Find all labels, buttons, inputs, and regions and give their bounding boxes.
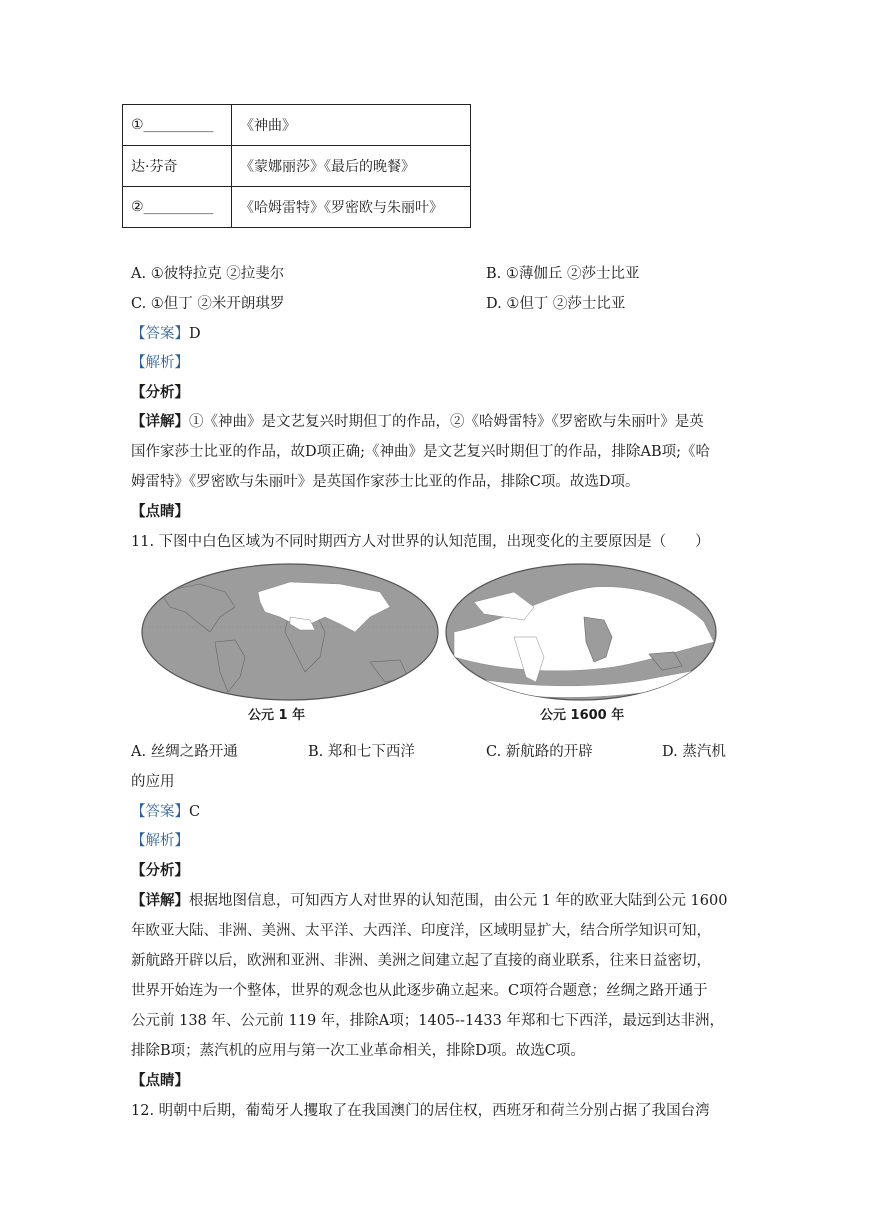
q11-detail-line-6: 排除B项；蒸汽机的应用与第一次工业革命相关，排除D项。故选C项。 (131, 1043, 585, 1059)
table-cell: 《神曲》 (232, 105, 471, 146)
answer-tag: 【答案】 (131, 804, 189, 820)
q11-option-d: D. 蒸汽机 (662, 744, 726, 760)
q11-option-c: C. 新航路的开辟 (486, 744, 593, 760)
q10-detail-line-3: 姆雷特》《罗密欧与朱丽叶》是英国作家莎士比亚的作品，排除C项。故选D项。 (131, 474, 640, 490)
q11-detail-line-2: 年欧亚大陆、非洲、美洲、太平洋、大西洋、印度洋，区域明显扩大，结合所学知识可知， (131, 923, 711, 939)
q11-answer (131, 800, 200, 821)
q11-detail-line-4: 世界开始连为一个整体，世界的观念也从此逐步确立起来。C项符合题意；丝绸之路开通于 (131, 983, 708, 999)
table-row (123, 146, 471, 187)
q11-option-a: A. 丝绸之路开通 (131, 744, 238, 760)
table-row (123, 187, 471, 228)
table-cell: 《哈姆雷特》《罗密欧与朱丽叶》 (232, 187, 471, 228)
table-cell: ②__________ (123, 187, 232, 228)
detail-text: 根据地图信息，可知西方人对世界的认知范围，由公元 1 年的欧亚大陆到公元 1600 (189, 893, 728, 909)
author-works-table (122, 104, 471, 228)
answer-value: D (189, 326, 201, 342)
table-cell: ①__________ (123, 105, 232, 146)
table-cell: 达·芬奇 (123, 146, 232, 187)
q10-option-c: C. ①但丁 ②米开朗琪罗 (131, 296, 285, 312)
q11-detail-line-3: 新航路开辟以后，欧洲和亚洲、非洲、美洲之间建立起了直接的商业联系，往来日益密切， (131, 953, 711, 969)
q11-detail-line-1 (131, 889, 727, 910)
q11-stem: 11. 下图中白色区域为不同时期西方人对世界的认知范围，出现变化的主要原因是（ ） (131, 534, 710, 550)
q10-detail-line-1 (131, 410, 704, 431)
q10-detail-line-2: 国作家莎士比亚的作品，故D项正确;《神曲》是文艺复兴时期但丁的作品，排除AB项;《哈 (131, 444, 711, 460)
map2-caption: 公元 1600 年 (540, 708, 625, 723)
q11-option-d-continued: 的应用 (131, 774, 175, 790)
q11-option-b: B. 郑和七下西洋 (308, 744, 415, 760)
q10-option-d: D. ①但丁 ②莎士比亚 (486, 296, 626, 312)
q10-answer (131, 322, 201, 343)
detail-tag: 【详解】 (131, 413, 189, 430)
q11-jiexi-tag: 【解析】 (131, 833, 189, 849)
answer-tag: 【答案】 (131, 326, 189, 342)
world-map-ad1-icon (140, 562, 440, 702)
q10-fenxi-tag: 【分析】 (131, 384, 189, 401)
q11-fenxi-tag: 【分析】 (131, 862, 189, 879)
q10-option-a: A. ①彼特拉克 ②拉斐尔 (131, 266, 285, 282)
detail-tag: 【详解】 (131, 892, 189, 909)
table-row (123, 105, 471, 146)
q12-stem: 12. 明朝中后期，葡萄牙人攫取了在我国澳门的居住权，西班牙和荷兰分别占据了我国台湾 (131, 1103, 710, 1119)
map1-caption: 公元 1 年 (248, 708, 306, 723)
q10-dianjing-tag: 【点睛】 (131, 503, 189, 520)
detail-text: ①《神曲》是文艺复兴时期但丁的作品，②《哈姆雷特》《罗密欧与朱丽叶》是英 (189, 414, 704, 430)
answer-value: C (189, 804, 201, 820)
world-map-1600-icon (444, 562, 719, 702)
q11-detail-line-5: 公元前 138 年、公元前 119 年，排除A项；1405--1433 年郑和七下西洋，最远到达非洲， (131, 1013, 724, 1029)
q10-jiexi-tag: 【解析】 (131, 355, 189, 371)
q10-option-b: B. ①薄伽丘 ②莎士比亚 (486, 266, 640, 282)
table-cell: 《蒙娜丽莎》《最后的晚餐》 (232, 146, 471, 187)
q11-dianjing-tag: 【点睛】 (131, 1072, 189, 1089)
